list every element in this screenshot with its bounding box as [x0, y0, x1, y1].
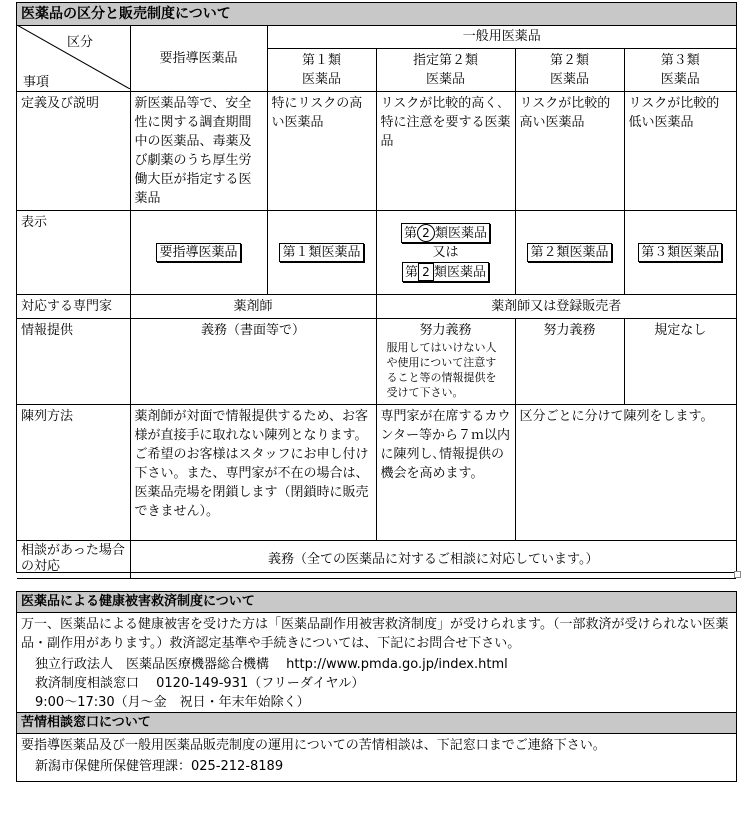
drug-classification-section [16, 2, 737, 573]
display-shitei2-circle-label [401, 223, 490, 243]
circle-number: 2 [417, 224, 435, 242]
consult-value: 義務（全ての医薬品に対するご相談に対応しています。） [130, 541, 736, 579]
display-shitei2-or: 又は [432, 245, 459, 260]
display-shitei2-square-label [402, 262, 489, 282]
specialist-left: 薬剤師 [130, 295, 376, 319]
square-number: 2 [418, 263, 434, 281]
header-youshidou: 要指導医薬品 [130, 25, 267, 92]
info-shitei2-cell [376, 319, 515, 405]
info-cat2: 努力義務 [515, 319, 624, 405]
relief-and-complaint-section [16, 591, 737, 782]
corner-header-cell [17, 25, 130, 92]
header-cat2: 第２類 医薬品 [515, 49, 624, 92]
definition-cat1: 特にリスクの高い医薬品 [267, 92, 376, 211]
resize-handle[interactable] [734, 571, 741, 578]
display-cat3-label: 第３類医薬品 [638, 243, 722, 262]
header-ippan: 一般用医薬品 [267, 25, 736, 49]
info-cat3: 規定なし [624, 319, 736, 405]
relief-org: 独立行政法人 医薬品医療機器総合機構 http://www.pmda.go.jp/index.html [35, 657, 508, 672]
shitei2-post-text: 類医薬品 [435, 226, 488, 241]
info-shitei2: 努力義務 [419, 323, 472, 338]
display-cat2-label: 第２類医薬品 [527, 243, 611, 262]
relief-title: 医薬品による健康被害救済制度について [17, 592, 736, 613]
display-method-shitei2: 専門家が在席するカウンター等から７ｍ以内に陳列し､情報提供の機会を高めます。 [376, 405, 515, 541]
display-shitei2-cell [376, 211, 515, 295]
shitei2-pre-text: 第 [403, 226, 417, 241]
relief-hours: 9:00～17:30（月～金 祝日・年末年始除く） [35, 695, 310, 710]
display-shitei2-square-variant [381, 262, 511, 282]
display-method-right: 区分ごとに分けて陳列をします。 [515, 405, 736, 541]
header-cat3: 第３類 医薬品 [624, 49, 736, 92]
info-left: 義務（書面等で） [130, 319, 376, 405]
shitei2-pre-text-2: 第 [404, 265, 418, 280]
specialist-right: 薬剤師又は登録販売者 [376, 295, 736, 319]
definition-shitei2: リスクが比較的高く､特に注意を要する医薬品 [376, 92, 515, 211]
header-shitei2: 指定第２類 医薬品 [376, 49, 515, 92]
display-youshidou-label: 要指導医薬品 [156, 243, 240, 262]
complaint-title: 苦情相談窓口について [17, 712, 736, 734]
header-cat1: 第１類 医薬品 [267, 49, 376, 92]
display-cat2-cell [515, 211, 624, 295]
section-title: 医薬品の区分と販売制度について [17, 3, 736, 26]
relief-paragraph: 万一、医薬品による健康被害を受けた方は「医薬品副作用被害救済制度」が受けられます。（一部救済が受けられない医薬品・副作用があります。）救済認定基準や手続きについては、下記にお問合せ下さい。 [21, 617, 729, 651]
display-cat3-cell [624, 211, 736, 295]
row-label-consult: 相談があった場合の対応 [17, 541, 130, 579]
display-method-left: 薬剤師が対面で情報提供するため、お客様が直接手に取れない陳列となります。ご希望のお客様はスタッフにお申し付け下さい。また、専門家が不在の場合は、医薬品売場を閉鎖します（閉鎖時に販売できません）。 [130, 405, 376, 541]
row-label-info: 情報提供 [17, 319, 130, 405]
header-jikou: 事項 [23, 75, 50, 90]
display-cat1-label: 第１類医薬品 [279, 243, 363, 262]
row-label-display-method: 陳列方法 [17, 405, 130, 541]
display-shitei2-circle-variant [381, 223, 511, 243]
relief-phone: 救済制度相談窓口 0120-149-931（フリーダイヤル） [35, 676, 365, 691]
definition-cat2: リスクが比較的高い医薬品 [515, 92, 624, 211]
classification-table [17, 25, 736, 579]
header-kubun: 区分 [67, 35, 94, 50]
display-youshidou-cell [130, 211, 267, 295]
definition-youshidou: 新医薬品等で、安全性に関する調査期間中の医薬品、毒薬及び劇薬のうち厚生労働大臣が指定する医薬品 [130, 92, 267, 211]
shitei2-post-text-2: 類医薬品 [434, 265, 487, 280]
row-label-definition: 定義及び説明 [17, 92, 130, 211]
info-shitei2-note: 服用してはいけない人や使用について注意すること等の情報提供を受けて下さい。 [386, 341, 497, 399]
row-label-display: 表示 [17, 211, 130, 295]
complaint-contact: 新潟市保健所保健管理課：025-212-8189 [35, 759, 284, 774]
display-cat1-cell [267, 211, 376, 295]
complaint-paragraph: 要指導医薬品及び一般用医薬品販売制度の運用についての苦情相談は、下記窓口までご連絡下さい。 [21, 738, 606, 753]
row-label-specialist: 対応する専門家 [17, 295, 130, 319]
definition-cat3: リスクが比較的低い医薬品 [624, 92, 736, 211]
